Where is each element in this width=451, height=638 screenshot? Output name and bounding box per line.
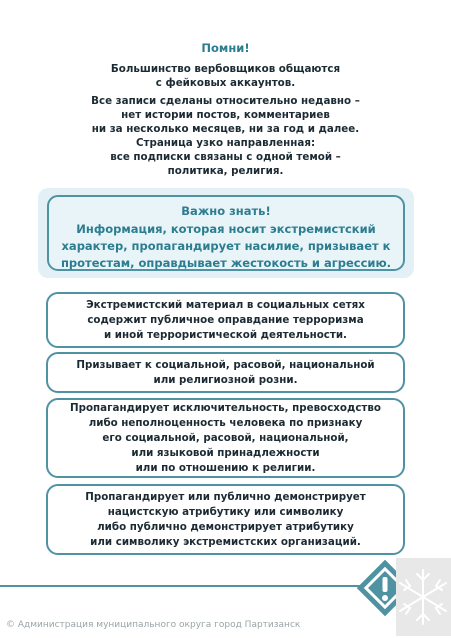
remember-paragraph: Большинство вербовщиков общаются с фейковых аккаунтов. — [110, 63, 341, 89]
remember-title: Помни! — [201, 41, 250, 55]
info-card-text: Пропагандирует или публично демонстрирует нацистскую атрибутику или символику либо публично демонстрирует атрибутику или символику экстремистских организаций. — [85, 490, 366, 548]
important-box — [47, 195, 405, 271]
important-text: Информация, которая носит экстремистский характер, пропагандирует насилие, призывает к протестам, оправдывает жестокость и агрессию. — [60, 222, 392, 270]
info-card-text: Пропагандирует исключительность, превосходство либо неполноценность человека по признаку его социальной, расовой, национальной, или языковой принадлежности или по отношению к религии. — [70, 401, 381, 474]
remember-section — [40, 40, 411, 182]
info-card-text: Призывает к социальной, расовой, национальной или религиозной розни. — [76, 358, 375, 386]
remember-paragraph: Все записи сделаны относительно недавно – нет истории постов, комментариев ни за несколько месяцев, ни за год и далее. Страница узко направленная: все подписки связаны с одной темой – политика, религия. — [91, 95, 360, 177]
important-title: Важно знать! — [181, 204, 271, 218]
info-card — [46, 398, 405, 478]
info-card — [46, 352, 405, 393]
info-card-text: Экстремистский материал в социальных сетях содержит публичное оправдание терроризма и иной террористической деятельности. — [86, 298, 365, 341]
footer-copyright: © Администрация муниципального округа город Партизанск — [6, 620, 301, 630]
snowflake-icon — [396, 558, 451, 636]
info-card — [46, 292, 405, 348]
important-callout — [38, 188, 414, 278]
info-card — [46, 484, 405, 555]
